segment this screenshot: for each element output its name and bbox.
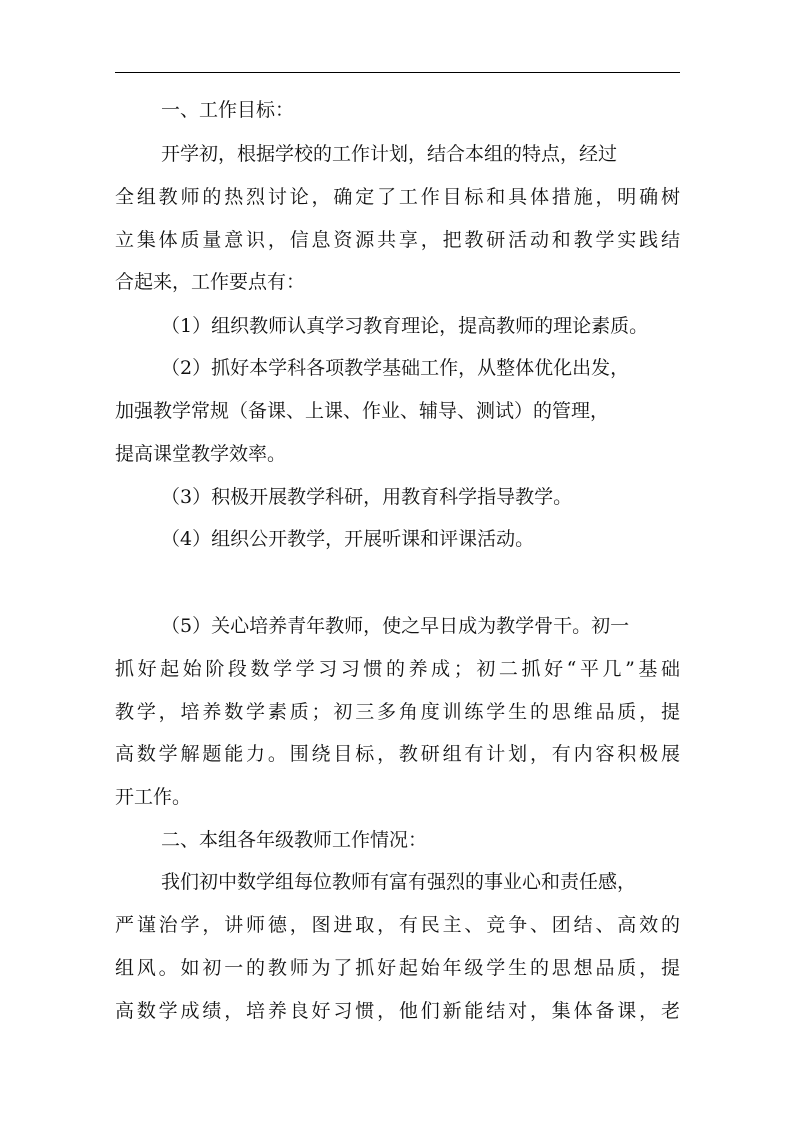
list-item: （3）积极开展教学科研，用教育科学指导教学。 xyxy=(161,486,573,508)
section-heading-goals: 一、工作目标： xyxy=(161,99,295,121)
list-item: （4）组织公开教学，开展听课和评课活动。 xyxy=(161,528,535,550)
paragraph-line: 开工作。 xyxy=(115,786,192,808)
list-item: （2）抓好本学科各项教学基础工作，从整体优化出发， xyxy=(161,357,630,379)
paragraph-line: 加强教学常规（备课、上课、作业、辅导、测试）的管理， xyxy=(115,400,610,422)
paragraph-line: 我们初中数学组每位教师有富有强烈的事业心和责任感， xyxy=(161,871,637,893)
paragraph-line: 提高课堂教学效率。 xyxy=(115,443,287,465)
list-item: （5）关心培养青年教师，使之早日成为教学骨干。初一 xyxy=(161,615,630,637)
paragraph-line: 立集体质量意识，信息资源共享，把教研活动和教学实践结 xyxy=(115,229,680,251)
paragraph-line: 教学，培养数学素质；初三多角度训练学生的思维品质，提 xyxy=(115,701,680,723)
header-rule xyxy=(115,72,680,73)
list-item: （1）组织教师认真学习教育理论，提高教师的理论素质。 xyxy=(161,315,649,337)
paragraph-line: 开学初，根据学校的工作计划，结合本组的特点，经过 xyxy=(161,143,618,165)
paragraph-line: 抓好起始阶段数学学习习惯的养成；初二抓好“平几”基础 xyxy=(115,658,680,680)
paragraph-line: 高数学成绩，培养良好习惯，他们新能结对，集体备课，老 xyxy=(115,1000,680,1022)
paragraph-line: 严谨治学，讲师德，图进取，有民主、竞争、团结、高效的 xyxy=(115,914,680,936)
paragraph-line: 全组教师的热烈讨论，确定了工作目标和具体措施，明确树 xyxy=(115,186,680,208)
paragraph-line: 合起来，工作要点有： xyxy=(115,271,306,293)
section-heading-teachers: 二、本组各年级教师工作情况： xyxy=(161,829,428,851)
paragraph-line: 组风。如初一的教师为了抓好起始年级学生的思想品质，提 xyxy=(115,957,680,979)
paragraph-line: 高数学解题能力。围绕目标，教研组有计划，有内容积极展 xyxy=(115,743,680,765)
